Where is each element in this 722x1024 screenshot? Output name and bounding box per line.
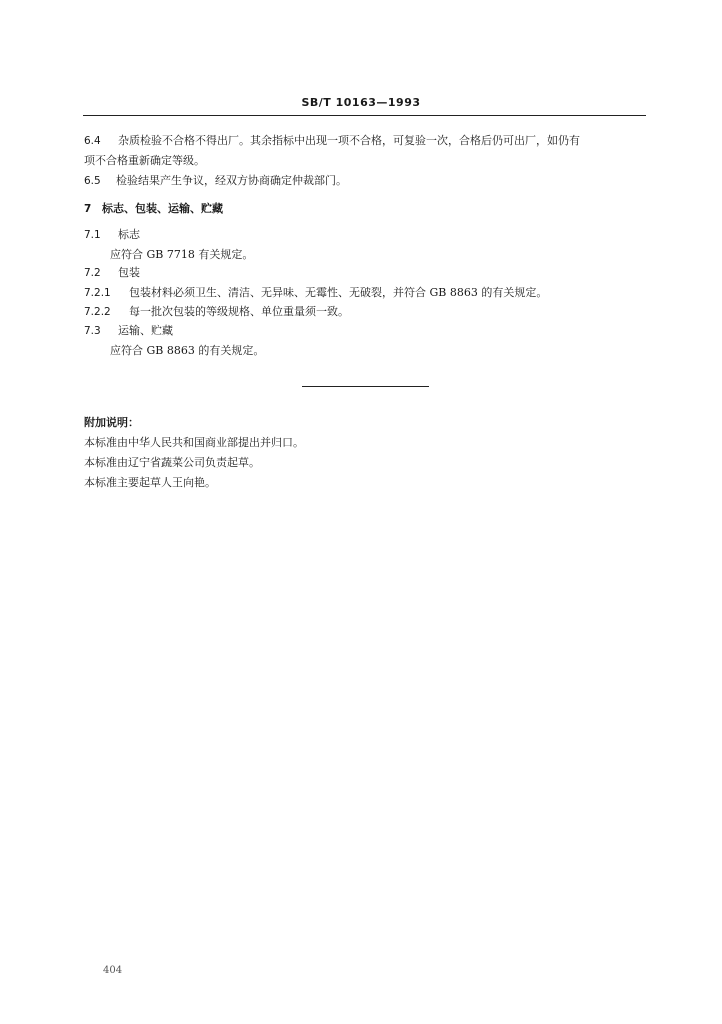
section-7-title: 标志、包装、运输、贮藏: [102, 202, 223, 215]
section-6-5: [84, 174, 347, 188]
section-7-1-number: 7.1: [84, 229, 101, 241]
section-7-2-2-text: 每一批次包装的等级规格、单位重量须一致。: [129, 305, 349, 318]
notes-heading: 附加说明：: [84, 416, 139, 429]
section-7-2-2-number: 7.2.2: [84, 306, 111, 318]
section-7-2-2: [84, 305, 349, 319]
section-7-2-title: 包装: [118, 266, 140, 279]
section-6-4-line2: 项不合格重新确定等级。: [84, 154, 205, 167]
section-7-2-number: 7.2: [84, 267, 101, 279]
section-7-3-title: 运输、贮藏: [118, 324, 173, 337]
section-7-2-1-text: 包装材料必须卫生、清洁、无异味、无霉性、无破裂，并符合 GB 8863 的有关规定。: [129, 286, 548, 299]
notes-line-1: 本标准由中华人民共和国商业部提出并归口。: [84, 436, 304, 449]
section-6-4-text-line1: 杂质检验不合格不得出厂。其余指标中出现一项不合格，可复验一次，合格后仍可出厂，如仍有: [118, 134, 580, 147]
section-7-heading: [84, 202, 223, 216]
header-divider: [83, 115, 646, 116]
section-7-2-1-number: 7.2.1: [84, 287, 111, 299]
notes-line-2: 本标准由辽宁省蔬菜公司负责起草。: [84, 456, 260, 469]
section-7-2-heading: [84, 266, 140, 280]
section-7-3-text: 应符合 GB 8863 的有关规定。: [110, 344, 265, 357]
section-6-4-number: 6.4: [84, 135, 101, 147]
section-7-number: 7: [84, 203, 92, 215]
standard-code-header: SB/T 10163—1993: [301, 96, 421, 109]
section-6-4-line1: [84, 134, 580, 148]
page-number: 404: [103, 965, 123, 976]
section-7-2-1: [84, 286, 547, 300]
section-7-1-text: 应符合 GB 7718 有关规定。: [110, 248, 254, 261]
section-7-1-title: 标志: [118, 228, 140, 241]
notes-line-3: 本标准主要起草人王向艳。: [84, 476, 216, 489]
section-6-5-text: 检验结果产生争议，经双方协商确定仲裁部门。: [116, 174, 347, 187]
section-7-3-number: 7.3: [84, 325, 101, 337]
section-6-5-number: 6.5: [84, 175, 101, 187]
section-7-3-heading: [84, 324, 173, 338]
section-7-1-heading: [84, 228, 140, 242]
end-of-text-divider: [302, 386, 429, 387]
